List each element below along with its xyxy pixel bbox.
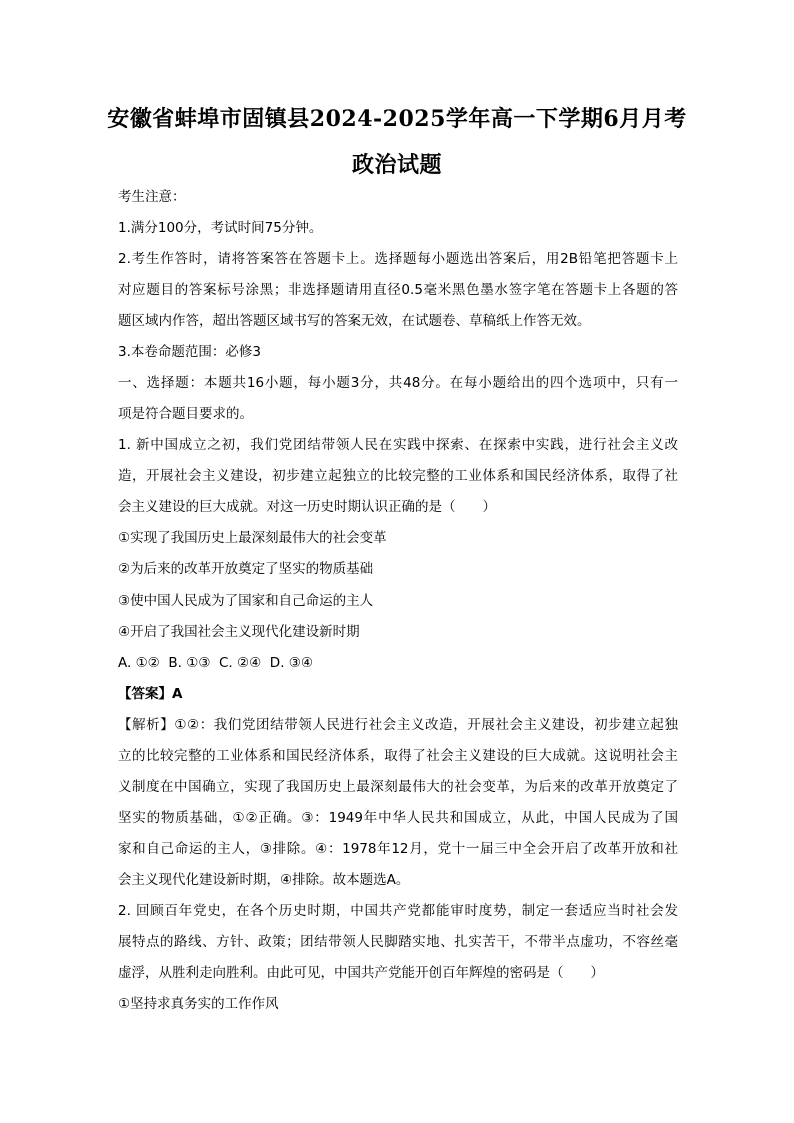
q2-stem-line-3: 虚浮，从胜利走向胜利。由此可见，中国共产党能开创百年辉煌的密码是（ ） bbox=[118, 965, 604, 981]
notice-item-2-line-1: 2.考生作答时，请将答案答在答题卡上。选择题每小题选出答案后，用2B铅笔把答题卡上 bbox=[118, 251, 678, 267]
notice-item-1: 1.满分100分，考试时间75分钟。 bbox=[118, 220, 323, 236]
q2-stem-line-1: 2. 回顾百年党史，在各个历史时期，中国共产党都能审时度势，制定一套适应当时社会发 bbox=[118, 903, 678, 919]
q1-choices: A. ①② B. ①③ C. ②④ D. ③④ bbox=[118, 655, 313, 671]
q1-stem-line-1: 1. 新中国成立之初，我们党团结带领人民在实践中探索、在探索中实践，进行社会主义改 bbox=[118, 437, 678, 453]
q1-analysis-line-1: 【解析】①②：我们党团结带领人民进行社会主义改造，开展社会主义建设，初步建立起独 bbox=[118, 717, 678, 733]
q1-analysis-line-4: 坚实的物质基础，①②正确。③：1949年中华人民共和国成立，从此，中国人民成为了国 bbox=[118, 810, 678, 826]
notice-item-3: 3.本卷命题范围：必修3 bbox=[118, 344, 261, 360]
q1-stem-line-3: 会主义建设的巨大成就。对这一历史时期认识正确的是（ ） bbox=[118, 499, 496, 515]
q1-option-1: ①实现了我国历史上最深刻最伟大的社会变革 bbox=[118, 530, 387, 546]
q1-analysis-line-5: 家和自己命运的主人，③排除。④：1978年12月，党十一届三中全会开启了改革开放和社 bbox=[118, 841, 678, 857]
notice-heading: 考生注意： bbox=[118, 189, 186, 205]
notice-item-2-line-3: 题区域内作答，超出答题区域书写的答案无效，在试题卷、草稿纸上作答无效。 bbox=[118, 313, 591, 329]
q1-analysis-line-2: 立的比较完整的工业体系和国民经济体系，取得了社会主义建设的巨大成就。这说明社会主 bbox=[118, 748, 678, 764]
page-subtitle: 政治试题 bbox=[351, 152, 442, 178]
q2-stem-line-2: 展特点的路线、方针、政策；团结带领人民脚踏实地、扎实苦干，不带半点虚功，不容丝毫 bbox=[118, 934, 678, 950]
q1-stem-line-2: 造，开展社会主义建设，初步建立起独立的比较完整的工业体系和国民经济体系，取得了社 bbox=[118, 468, 678, 484]
q1-option-3: ③使中国人民成为了国家和自己命运的主人 bbox=[118, 593, 374, 609]
q2-option-1: ①坚持求真务实的工作作风 bbox=[118, 996, 279, 1012]
q1-option-2: ②为后来的改革开放奠定了坚实的物质基础 bbox=[118, 561, 374, 577]
q1-analysis-line-6: 会主义现代化建设新时期，④排除。故本题选A。 bbox=[118, 872, 410, 888]
page-title: 安徽省蚌埠市固镇县2024-2025学年高一下学期6月月考 bbox=[107, 106, 687, 132]
q1-answer: 【答案】A bbox=[118, 686, 183, 702]
section-intro-line-2: 项是符合题目要求的。 bbox=[118, 406, 253, 422]
q1-option-4: ④开启了我国社会主义现代化建设新时期 bbox=[118, 624, 360, 640]
notice-item-2-line-2: 对应题目的答案标号涂黑；非选择题请用直径0.5毫米黑色墨水签字笔在答题卡上各题的答 bbox=[118, 282, 678, 298]
section-intro-line-1: 一、选择题：本题共16小题，每小题3分，共48分。在每小题给出的四个选项中，只有一 bbox=[118, 375, 678, 391]
q1-analysis-line-3: 义制度在中国确立，实现了我国历史上最深刻最伟大的社会变革，为后来的改革开放奠定了 bbox=[118, 779, 678, 795]
